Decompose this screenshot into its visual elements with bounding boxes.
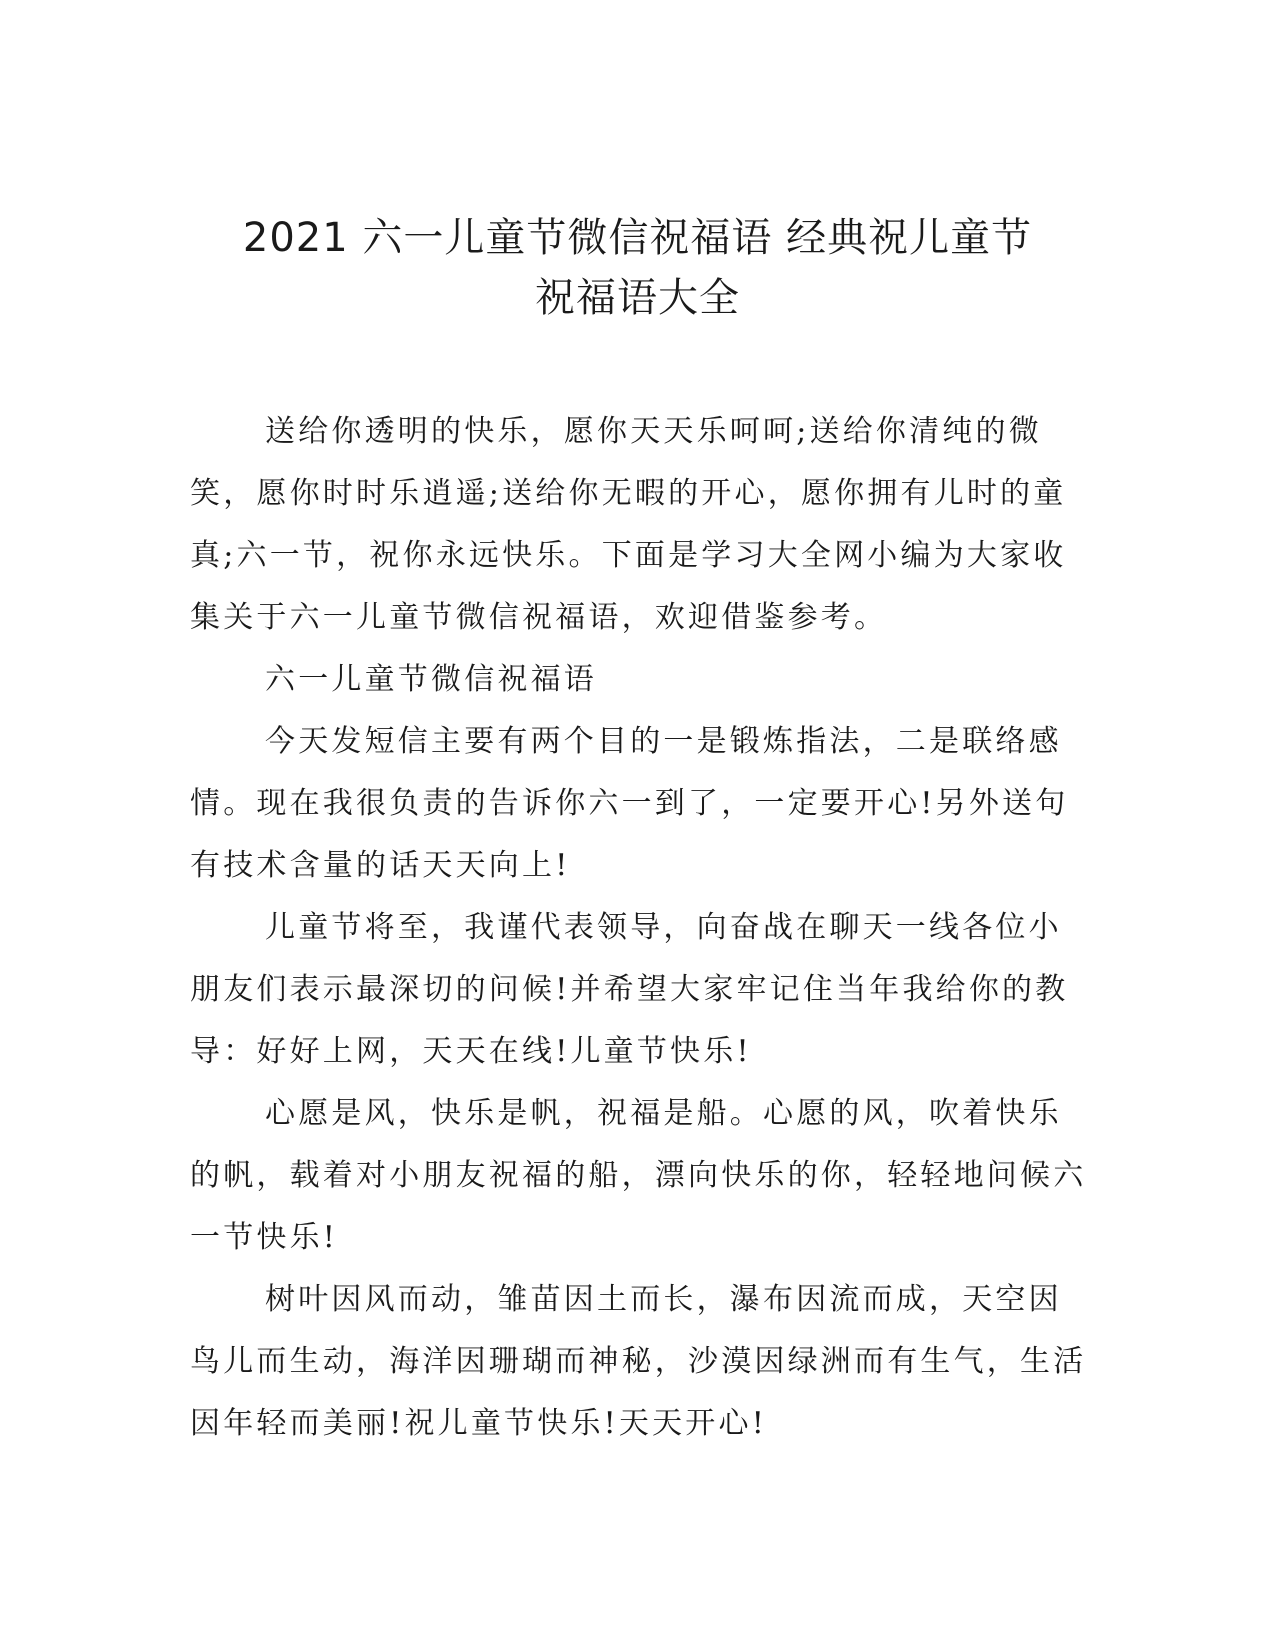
blessing-paragraph-1: 今天发短信主要有两个目的一是锻炼指法，二是联络感情。现在我很负责的告诉你六一到了，一定要开心!另外送句有技术含量的话天天向上! (190, 724, 1069, 883)
blessing-paragraph-4: 树叶因风而动，雏苗因土而长，瀑布因流而成，天空因鸟儿而生动，海洋因珊瑚而神秘，沙漠因绿洲而有生气，生活因年轻而美丽!祝儿童节快乐!天天开心! (190, 1282, 1087, 1441)
section-heading: 六一儿童节微信祝福语 (265, 662, 597, 697)
intro-paragraph: 送给你透明的快乐，愿你天天乐呵呵;送给你清纯的微笑，愿你时时乐逍遥;送给你无暇的开心，愿你拥有儿时的童真;六一节，祝你永远快乐。下面是学习大全网小编为大家收集关于六一儿童节微信祝福语，欢迎借鉴参考。 (190, 414, 1067, 635)
blessing-paragraph-3: 心愿是风，快乐是帆，祝福是船。心愿的风，吹着快乐的帆，载着对小朋友祝福的船，漂向快乐的你，轻轻地问候六一节快乐! (190, 1096, 1087, 1255)
document-title (190, 208, 1085, 328)
title-line-2: 祝福语大全 (535, 275, 740, 321)
document-body (190, 401, 1090, 1455)
blessing-paragraph-2: 儿童节将至，我谨代表领导，向奋战在聊天一线各位小朋友们表示最深切的问候!并希望大家牢记住当年我给你的教导：好好上网，天天在线!儿童节快乐! (190, 910, 1069, 1069)
title-line-1: 2021 六一儿童节微信祝福语 经典祝儿童节 (242, 215, 1033, 261)
